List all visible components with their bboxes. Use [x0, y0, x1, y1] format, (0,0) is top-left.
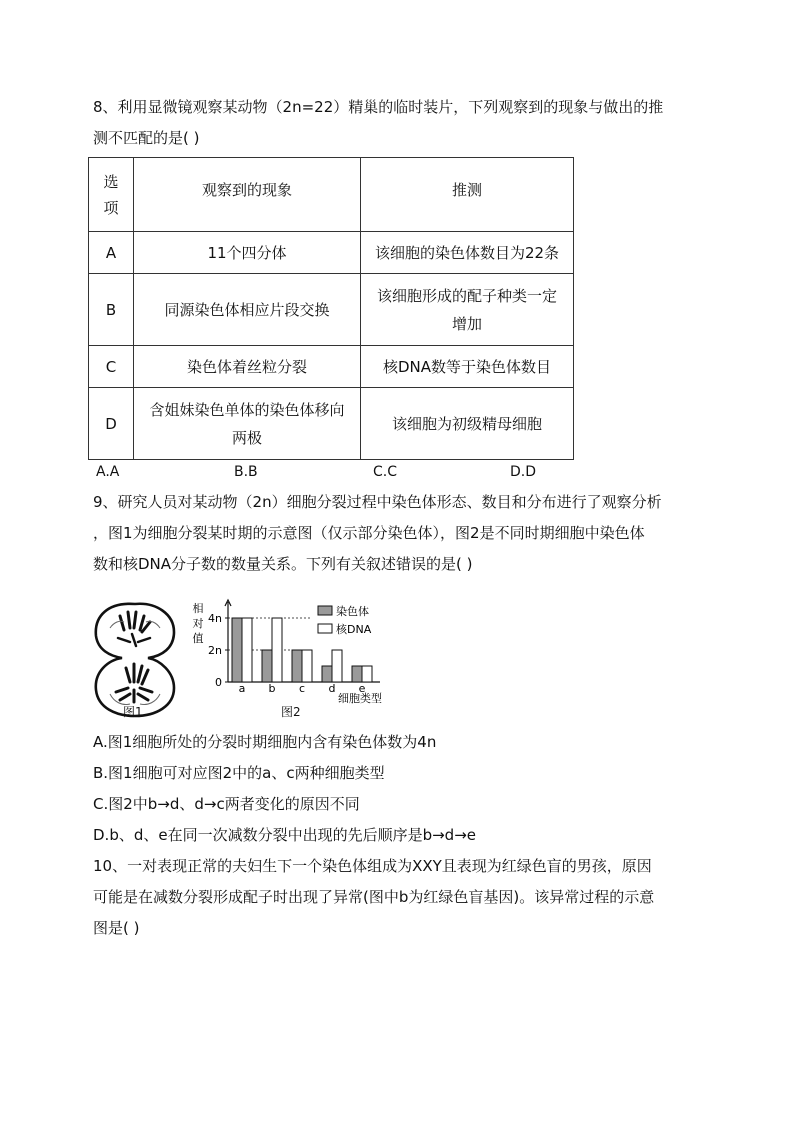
cell-inf	[361, 274, 574, 346]
table-row	[89, 232, 574, 274]
bar-d-chromosome	[322, 666, 332, 682]
q9-option-d[interactable]: D.b、d、e在同一次减数分裂中出现的先后顺序是b→d→e	[93, 826, 477, 844]
th-observation: 观察到的现象	[134, 158, 361, 232]
legend-swatch	[318, 624, 332, 633]
cell-obs: 11个四分体	[134, 232, 361, 274]
table-row	[89, 274, 574, 346]
cell-inf: 该细胞为初级精母细胞	[361, 388, 574, 460]
q10-stem-line2: 可能是在减数分裂形成配子时出现了异常(图中b为红绿色盲基因)。该异常过程的示意	[93, 888, 655, 906]
cell-inf-a: 该细胞形成的配子种类一定	[376, 286, 557, 305]
q8-option-c[interactable]: C.C	[373, 464, 398, 480]
bar-b-chromosome	[262, 650, 272, 682]
q9-option-c[interactable]: C.图2中b→d、d→c两者变化的原因不同	[93, 795, 360, 813]
q10-stem-line1: 10、一对表现正常的夫妇生下一个染色体组成为XXY且表现为红绿色盲的男孩，原因	[93, 857, 652, 875]
q9-stem-line2: ，图1为细胞分裂某时期的示意图（仅示部分染色体），图2是不同时期细胞中染色体	[93, 524, 645, 542]
cell-opt: A	[89, 232, 134, 274]
table-row	[89, 346, 574, 388]
cell-obs	[134, 388, 361, 460]
legend-label: 染色体	[336, 605, 369, 618]
cell-opt: D	[89, 388, 134, 460]
table-row	[89, 388, 574, 460]
bar-a-dna	[242, 618, 252, 682]
cell-obs-a: 含姐妹染色单体的染色体移向	[149, 400, 345, 419]
bar-c-dna	[302, 650, 312, 682]
fig1-label: 图1	[123, 705, 143, 719]
legend-swatch	[318, 606, 332, 615]
th-inference: 推测	[361, 158, 574, 232]
x-tick-label: a	[238, 682, 246, 695]
x-tick-label: c	[298, 682, 306, 695]
bar-e-dna	[362, 666, 372, 682]
y-tick-label: 0	[215, 676, 222, 689]
cell-obs-b: 两极	[231, 428, 262, 447]
bar-b-dna	[272, 618, 282, 682]
cell-inf: 核DNA数等于染色体数目	[361, 346, 574, 388]
q9-stem-line1: 9、研究人员对某动物（2n）细胞分裂过程中染色体形态、数目和分布进行了观察分析	[93, 493, 662, 511]
bar-e-chromosome	[352, 666, 362, 682]
ylabel-char: 值	[192, 632, 204, 645]
cell-opt: B	[89, 274, 134, 346]
q8-option-d[interactable]: D.D	[510, 464, 537, 480]
q8-stem-line1: 8、利用显微镜观察某动物（2n=22）精巢的临时装片，下列观察到的现象与做出的推	[93, 98, 664, 116]
x-axis-label: 细胞类型	[338, 692, 382, 705]
x-tick-label: e	[358, 682, 366, 695]
x-tick-label: d	[328, 682, 336, 695]
q8-table	[88, 157, 574, 460]
q9-option-a[interactable]: A.图1细胞所处的分裂时期细胞内含有染色体数为4n	[93, 733, 437, 751]
cell-opt: C	[89, 346, 134, 388]
q9-stem-line3: 数和核DNA分子数的数量关系。下列有关叙述错误的是( )	[93, 555, 473, 573]
ylabel-char: 对	[192, 617, 204, 630]
q10-stem-line3: 图是( )	[93, 919, 140, 937]
cell-obs: 同源染色体相应片段交换	[134, 274, 361, 346]
q9-option-b[interactable]: B.图1细胞可对应图2中的a、c两种细胞类型	[93, 764, 385, 782]
bar-c-chromosome	[292, 650, 302, 682]
q8-stem-line2: 测不匹配的是( )	[93, 129, 200, 147]
ylabel-char: 相	[192, 602, 204, 615]
fig2-label: 图2	[281, 705, 301, 719]
fig2-bar-chart	[190, 598, 400, 706]
cell-obs: 染色体着丝粒分裂	[134, 346, 361, 388]
cell-inf: 该细胞的染色体数目为22条	[361, 232, 574, 274]
q8-option-b[interactable]: B.B	[234, 464, 258, 480]
bar-d-dna	[332, 650, 342, 682]
cell-inf-b: 增加	[451, 314, 482, 333]
legend-label: 核DNA	[336, 623, 372, 636]
th-option	[89, 158, 134, 232]
bar-a-chromosome	[232, 618, 242, 682]
th-option-b: 项	[103, 198, 119, 217]
y-tick-label: 4n	[208, 612, 222, 625]
th-option-a: 选	[103, 172, 119, 191]
y-tick-label: 2n	[208, 644, 222, 657]
x-tick-label: b	[268, 682, 276, 695]
q8-option-a[interactable]: A.A	[96, 464, 120, 480]
